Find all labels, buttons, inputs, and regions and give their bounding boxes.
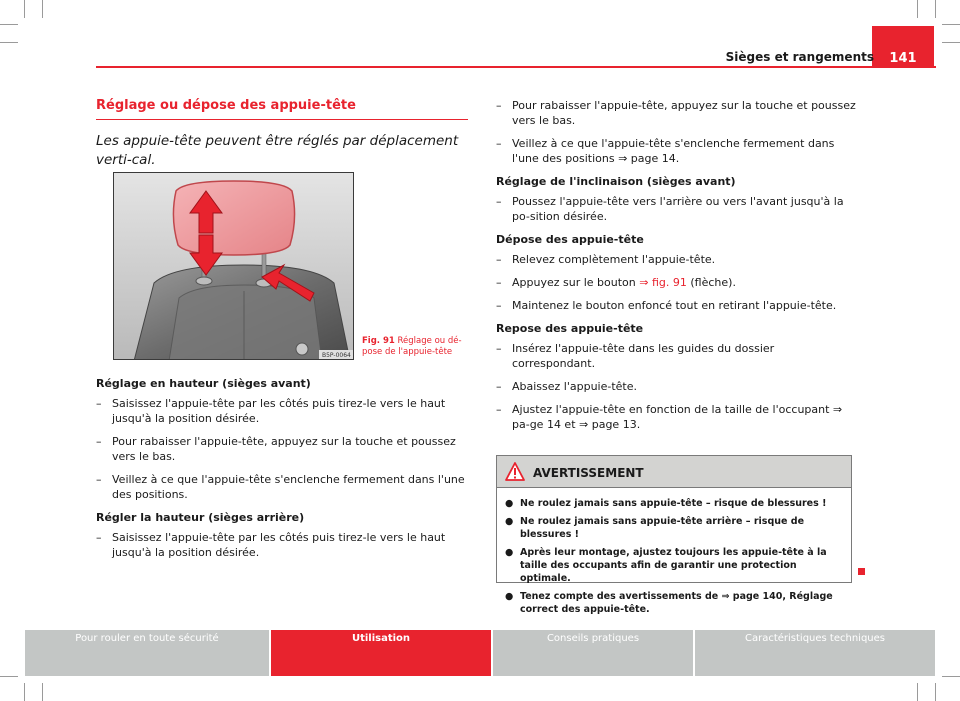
list-item: – Appuyez sur le bouton ⇒ fig. 91 (flèche). <box>496 276 736 289</box>
figure-number: Fig. 91 <box>362 336 395 346</box>
left-body <box>96 376 468 560</box>
list-item: – Saisissez l'appuie-tête par les côtés puis tirez-le vers le haut jusqu'à la position désirée. <box>96 397 446 425</box>
list-item: – Pour rabaisser l'appuie-tête, appuyez sur la touche et poussez vers le bas. <box>96 435 456 463</box>
crop-mark <box>935 0 936 18</box>
headrest-figure <box>113 172 354 360</box>
warning-header <box>497 456 851 488</box>
section-title: Réglage ou dépose des appuie-tête <box>96 98 468 120</box>
figure-link[interactable]: ⇒ fig. 91 <box>639 276 687 289</box>
crop-mark <box>917 683 918 701</box>
left-column <box>96 98 468 170</box>
tab-usage[interactable]: Utilisation <box>271 630 491 676</box>
tab-technical-specs[interactable]: Caractéristiques techniques <box>695 630 935 676</box>
list-item: – Veillez à ce que l'appuie-tête s'enclenche fermement dans l'une des positions. <box>96 473 465 501</box>
subheading-refit: Repose des appuie-tête <box>496 322 644 335</box>
crop-mark <box>0 42 18 43</box>
warning-item: ● Après leur montage, ajustez toujours les appuie-tête à la taille des occupants afin de garantir une protection optimale. <box>505 547 827 584</box>
warning-body <box>497 488 851 616</box>
list-item: – Pour rabaisser l'appuie-tête, appuyez sur la touche et poussez vers le bas. <box>496 99 856 127</box>
headrest-illustration <box>114 173 354 360</box>
crop-mark <box>42 683 43 701</box>
crop-mark <box>42 0 43 18</box>
crop-mark <box>942 42 960 43</box>
tab-safety[interactable]: Pour rouler en toute sécurité <box>25 630 269 676</box>
header-rule <box>96 66 936 68</box>
subheading-removal: Dépose des appuie-tête <box>496 233 644 246</box>
page-number: 141 <box>889 51 917 66</box>
section-lead: Les appuie-tête peuvent être réglés par déplacement verti-cal. <box>96 133 459 168</box>
subheading-rear-height: Régler la hauteur (sièges arrière) <box>96 511 305 524</box>
end-of-section-marker <box>858 568 865 575</box>
list-item: – Veillez à ce que l'appuie-tête s'enclenche fermement dans l'une des positions ⇒ page 14. <box>496 137 835 165</box>
list-item: – Relevez complètement l'appuie-tête. <box>496 253 716 266</box>
figure-caption <box>362 336 462 357</box>
list-item: – Maintenez le bouton enfoncé tout en retirant l'appuie-tête. <box>496 299 837 312</box>
list-item: – Saisissez l'appuie-tête par les côtés puis tirez-le vers le haut jusqu'à la position désirée. <box>96 531 446 559</box>
crop-mark <box>24 0 25 18</box>
right-column <box>496 98 858 432</box>
tab-practical-tips[interactable]: Conseils pratiques <box>493 630 693 676</box>
warning-item: ● Ne roulez jamais sans appuie-tête arrière – risque de blessures ! <box>505 516 805 540</box>
crop-mark <box>0 676 18 677</box>
crop-mark <box>0 24 18 25</box>
list-item: – Poussez l'appuie-tête vers l'arrière ou vers l'avant jusqu'à la po-sition désirée. <box>496 195 844 223</box>
chapter-title: Sièges et rangements <box>725 50 874 64</box>
warning-item: ● Ne roulez jamais sans appuie-tête – risque de blessures ! <box>505 498 827 509</box>
crop-mark <box>917 0 918 18</box>
warning-triangle-icon <box>505 462 525 481</box>
svg-text:B5P-0064: B5P-0064 <box>322 352 351 359</box>
list-item: – Insérez l'appuie-tête dans les guides du dossier correspondant. <box>496 342 775 370</box>
page-number-box <box>872 26 934 68</box>
crop-mark <box>942 24 960 25</box>
warning-item: ● Tenez compte des avertissements de ⇒ page 140, Réglage correct des appuie-tête. <box>505 591 833 615</box>
figure-caption-text: Réglage ou dé-pose de l'appuie-tête <box>362 336 462 357</box>
warning-box <box>496 455 852 615</box>
footer-nav <box>25 630 935 676</box>
list-item: – Abaissez l'appuie-tête. <box>496 380 638 393</box>
warning-title: AVERTISSEMENT <box>533 466 644 480</box>
crop-mark <box>24 683 25 701</box>
subheading-inclination: Réglage de l'inclinaison (sièges avant) <box>496 175 736 188</box>
crop-mark <box>935 683 936 701</box>
list-item: – Ajustez l'appuie-tête en fonction de la taille de l'occupant ⇒ pa-ge 14 et ⇒ page 13. <box>496 403 843 431</box>
crop-mark <box>942 676 960 677</box>
subheading-front-height: Réglage en hauteur (sièges avant) <box>96 377 311 390</box>
